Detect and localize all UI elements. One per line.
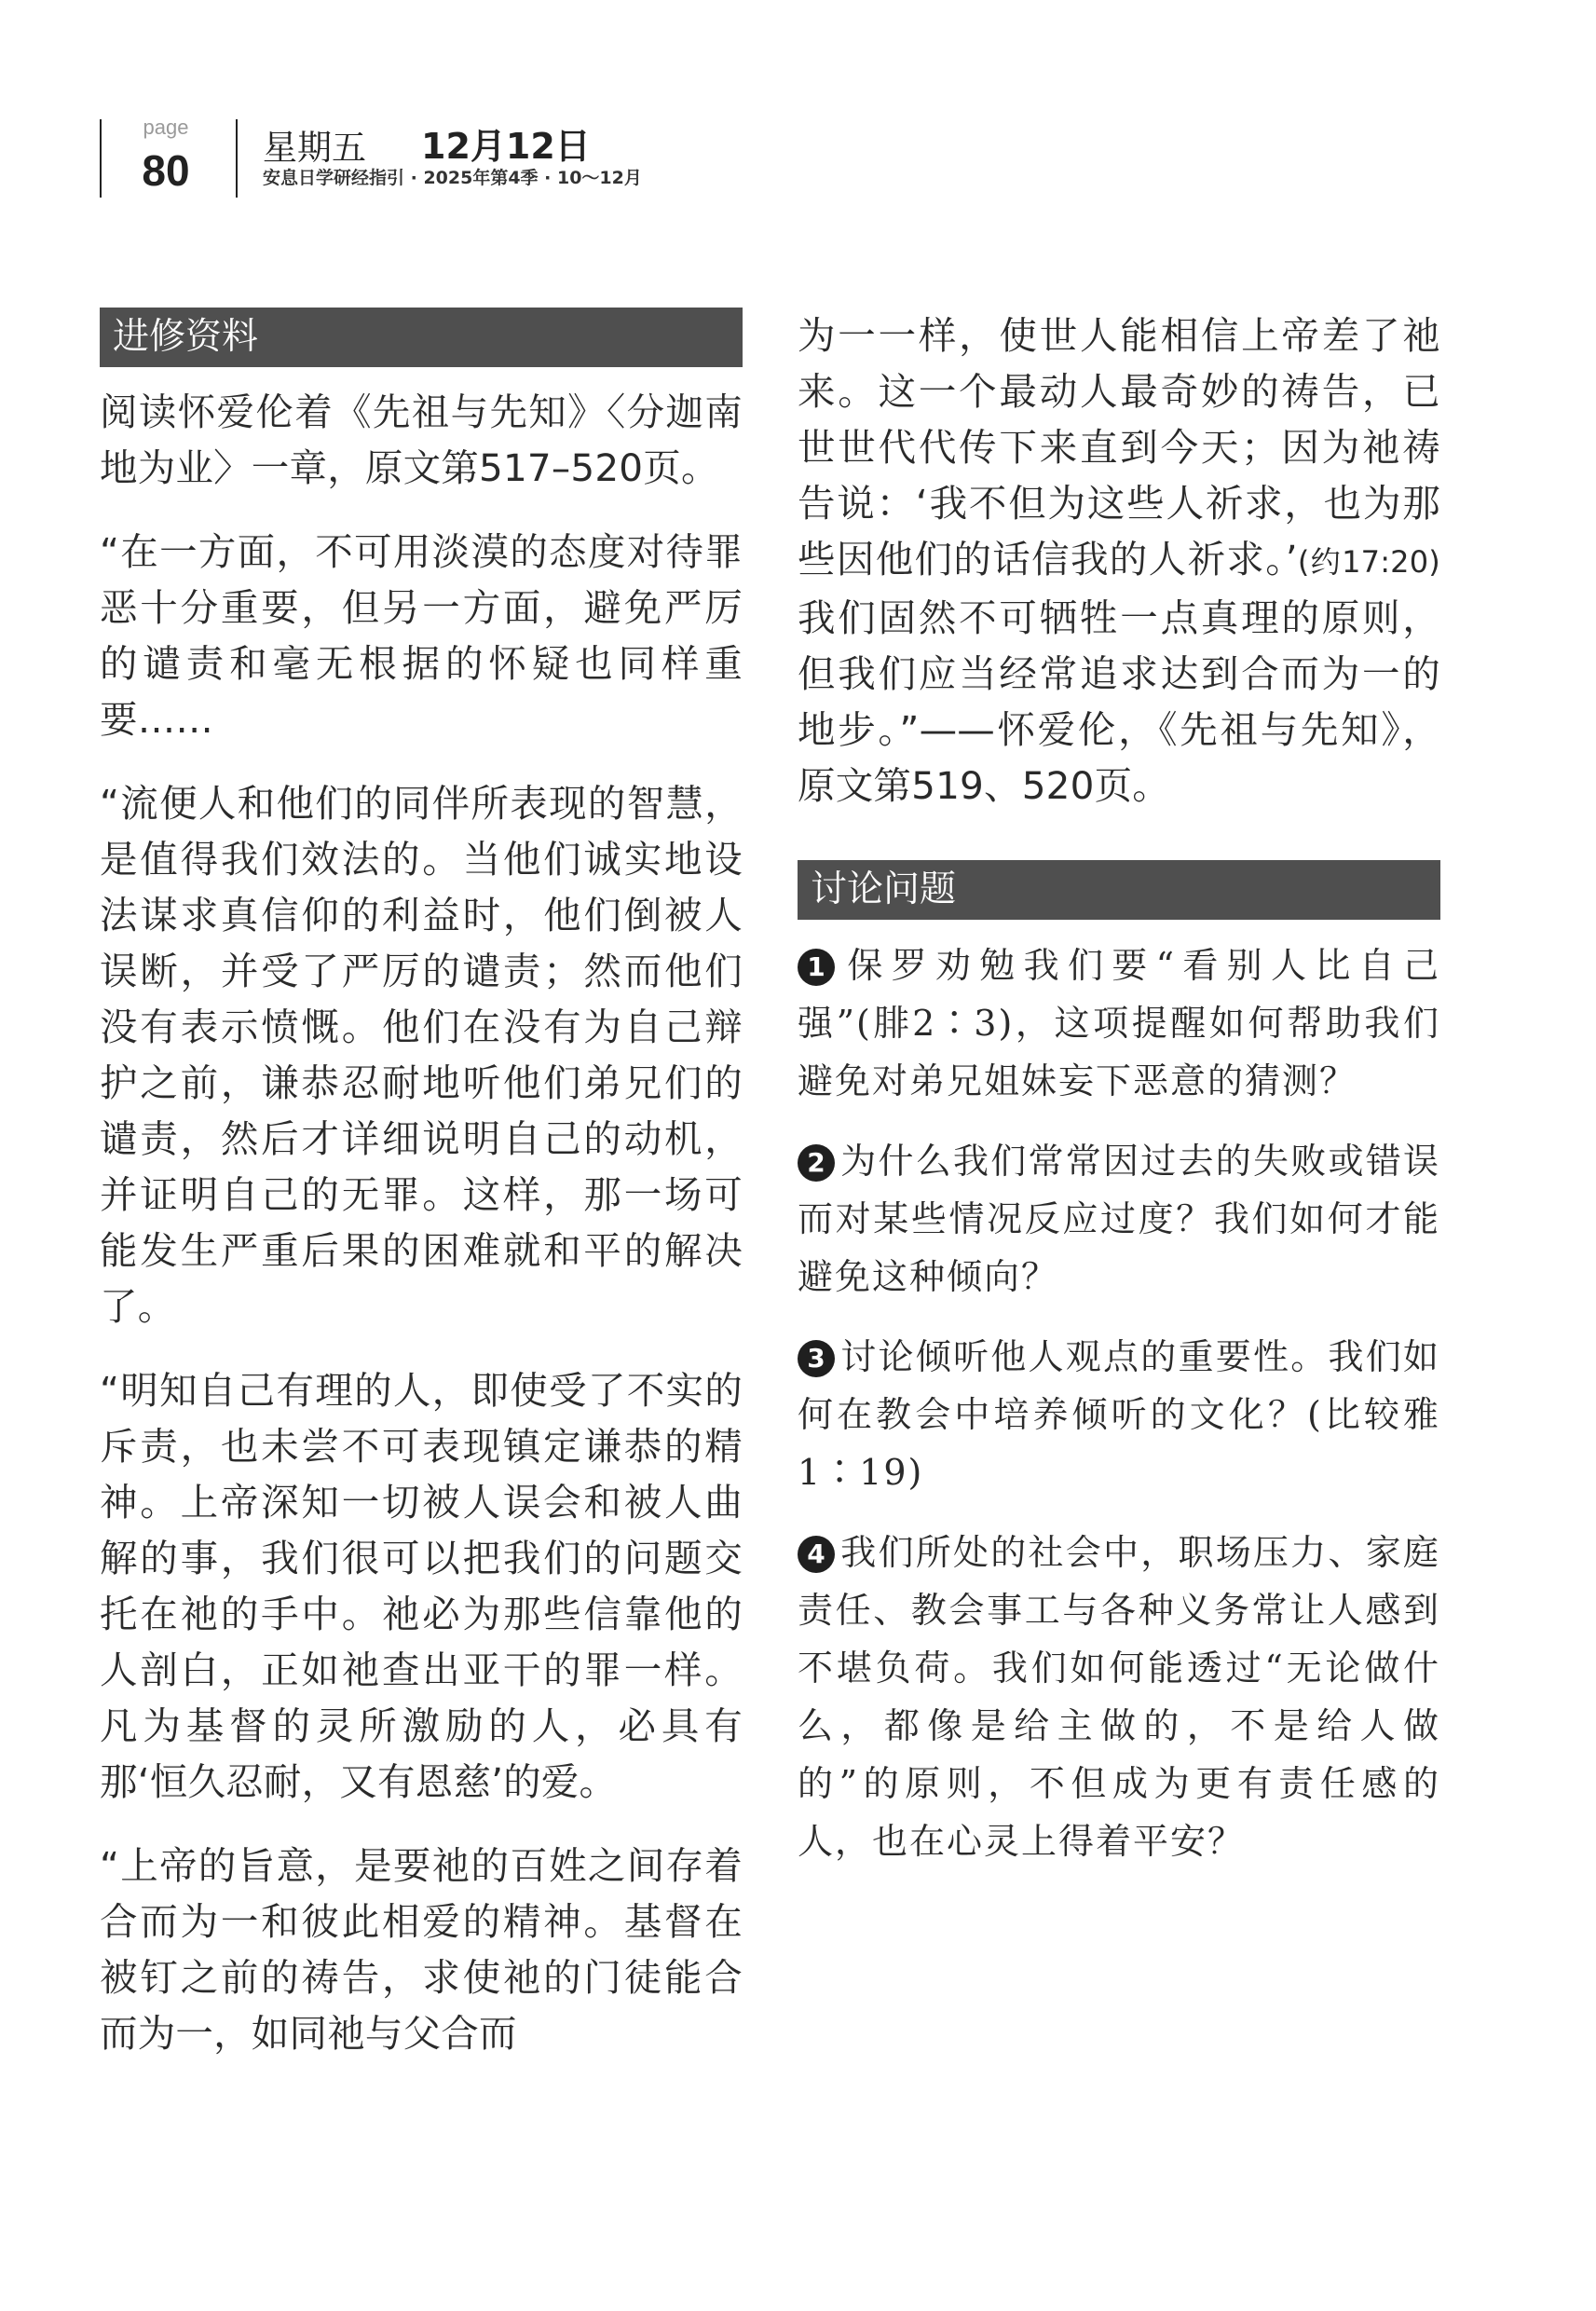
discussion-question (798, 1328, 1440, 1501)
discussion-question (798, 1524, 1440, 1870)
question-text: 为什么我们常常因过去的失败或错误而对某些情况反应过度？我们如何才能避免这种倾向？ (798, 1141, 1440, 1297)
further-study-paragraph: “明知自己有理的人，即使受了不实的斥责，也未尝不可表现镇定谦恭的精神。上帝深知一切被人误会和被人曲解的事，我们很可以把我们的问题交托在祂的手中。祂必为那些信靠他的人剖白，正如祂查出亚干的罪一样。凡为基督的灵所激励的人，必具有那‘恒久忍耐，又有恩慈’的爱。 (100, 1368, 743, 1804)
header-date: 12月12日 (421, 126, 591, 167)
discussion-question (798, 937, 1440, 1110)
question-text: 我们所处的社会中，职场压力、家庭责任、教会事工与各种义务常让人感到不堪负荷。我们如何能透过“无论做什么，都像是给主做的，不是给人做的”的原则，不但成为更有责任感的人，也在心灵上得着平安？ (798, 1532, 1440, 1862)
continuation-text-a: 为一一样，使世人能相信上帝差了祂来。这一个最动人最奇妙的祷告，已世世代代传下来直到今天；因为祂祷告说：‘我不但为这些人祈求，也为那些因他们的话信我的人祈求。’ (798, 313, 1440, 581)
further-study-paragraph: “在一方面，不可用淡漠的态度对待罪恶十分重要，但另一方面，避免严厉的谴责和毫无根据的怀疑也同样重要…… (100, 529, 743, 742)
right-column (798, 308, 1440, 1893)
header-rule-left (100, 119, 102, 198)
discussion-heading: 讨论问题 (798, 860, 1440, 920)
question-number-badge: 1 (798, 949, 835, 986)
discussion-question (798, 1132, 1440, 1306)
further-study-heading: 进修资料 (100, 308, 743, 367)
page-number: 80 (142, 146, 190, 195)
discussion-question-list (798, 937, 1440, 1870)
header-rule-right (236, 119, 238, 198)
question-text: 讨论倾听他人观点的重要性。我们如何在教会中培养倾听的文化？(比较雅1∶19) (798, 1336, 1440, 1493)
question-number-badge: 4 (798, 1536, 835, 1573)
question-text: 保罗劝勉我们要“看别人比自己强”(腓2∶3)，这项提醒如何帮助我们避免对弟兄姐妹妄下恶意的猜测？ (798, 945, 1440, 1101)
further-study-paragraph: 阅读怀爱伦着《先祖与先知》〈分迦南地为业〉一章，原文第517–520页。 (100, 390, 743, 490)
header-weekday: 星期五 (263, 128, 366, 168)
continuation-text-b: 我们固然不可牺牲一点真理的原则，但我们应当经常追求达到合而为一的地步。”——怀爱伦，《先祖与先知》，原文第519、520页。 (798, 595, 1440, 808)
page-label: page (143, 116, 189, 139)
further-study-paragraph: “流便人和他们的同伴所表现的智慧，是值得我们效法的。当他们诚实地设法谋求真信仰的利益时，他们倒被人误断，并受了严厉的谴责；然而他们没有表示愤慨。他们在没有为自己辩护之前，谦恭忍耐地听他们弟兄们的谴责，然后才详细说明自己的动机，并证明自己的无罪。这样，那一场可能发生严重后果的困难就和平的解决了。 (100, 781, 743, 1329)
question-number-badge: 3 (798, 1340, 835, 1377)
scripture-reference: (约17:20) (1297, 544, 1440, 580)
left-column (100, 308, 743, 2089)
question-number-badge: 2 (798, 1144, 835, 1182)
further-study-paragraph: “上帝的旨意，是要祂的百姓之间存着合而为一和彼此相爱的精神。基督在被钉之前的祷告，求使祂的门徒能合而为一，如同祂与父合而 (100, 1843, 743, 2056)
header-subtitle: 安息日学研经指引 · 2025年第4季 · 10～12月 (263, 168, 642, 188)
further-study-continuation (798, 308, 1440, 814)
